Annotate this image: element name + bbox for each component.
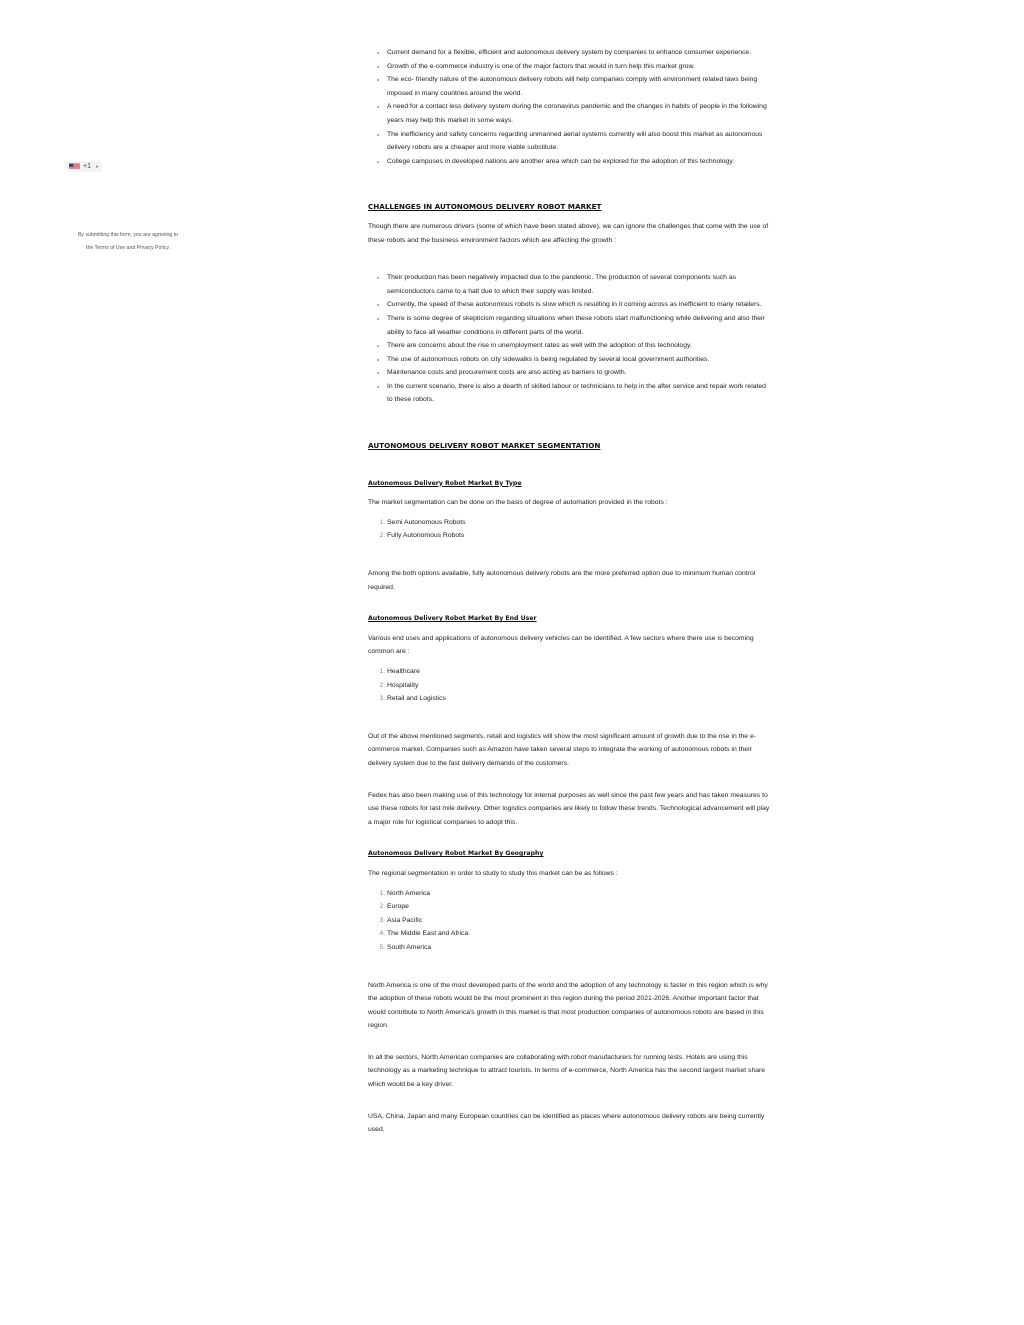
by-end-user-paragraph-2: Fedex has also been making use of this technology for internal purposes as well since the past few years and has taken measures to use these robots for last mile delivery. Other logistics companies are likely to follow these trends. Technological advancement will play a major role for logistical companies to adopt this. [368, 791, 770, 826]
list-item: • Current demand for a flexible, efficient and autonomous delivery system by companies to enhance consumer experience. [387, 46, 770, 60]
by-type-intro: The market segmentation can be done on the basis of degree of automation provided in the robots : [368, 499, 668, 507]
by-geography-heading: Autonomous Delivery Robot Market By Geography [368, 850, 544, 858]
list-item: 4. The Middle East and Africa [387, 927, 770, 941]
list-item: • There are concerns about the rise in unemployment rates as well with the adoption of this technology. [387, 339, 770, 353]
list-item: 2. Hospitality [387, 679, 770, 693]
by-type-heading: Autonomous Delivery Robot Market By Type [368, 479, 522, 487]
list-item: • Their production has been negatively impacted due to the pandemic. The production of several components such as semiconductors came to a halt due to which their supply was limited. [387, 271, 770, 298]
list-item: 1. Healthcare [387, 665, 770, 679]
list-item: 1. Semi Autonomous Robots [387, 516, 770, 530]
geography-list [368, 887, 770, 955]
list-item: • The eco- friendly nature of the autonomous delivery robots will help companies comply with environment related laws being imposed in many countries around the world. [387, 73, 770, 100]
phone-country-code: +1 [83, 163, 91, 170]
list-item: 5. South America [387, 941, 770, 955]
article-body [368, 46, 770, 1137]
challenges-list [368, 271, 770, 407]
by-geography-paragraph-2: In all the sectors, North American companies are collaborating with robot manufacturers for running tests. Hotels are using this technology as a marketing technique to attract tourists. In terms of e-commerce, North America has the second largest market share which would be a key driver. [368, 1053, 766, 1089]
list-item: • In the current scenario, there is also a dearth of skilled labour or technicians to help in the after service and repair work related to these robots. [387, 380, 770, 407]
us-flag-icon [69, 163, 80, 170]
type-list [368, 516, 770, 543]
segmentation-heading: AUTONOMOUS DELIVERY ROBOT MARKET SEGMENTATION [368, 441, 601, 451]
by-geography-paragraph-3: USA, China, Japan and many European countries can be identified as places where autonomous delivery robots are being currently used. [368, 1112, 765, 1134]
by-geography-intro: The regional segmentation in order to study to study this market can be as follows : [368, 869, 618, 877]
drivers-list [368, 46, 770, 168]
list-item: 3. Retail and Logistics [387, 692, 770, 706]
by-type-summary: Among the both options available, fully autonomous delivery robots are the more preferred option due to minimum human control required. [368, 570, 756, 591]
list-item: • The use of autonomous robots on city sidewalks is being regulated by several local government authorities. [387, 353, 770, 367]
list-item: 2. Europe [387, 900, 770, 914]
by-end-user-heading: Autonomous Delivery Robot Market By End User [368, 615, 537, 623]
list-item: 3. Asia Pacific [387, 914, 770, 928]
challenges-heading: CHALLENGES IN AUTONOMOUS DELIVERY ROBOT MARKET [368, 202, 602, 212]
list-item: • College campuses in developed nations are another area which can be explored for the adoption of this technology. [387, 155, 770, 169]
by-geography-paragraph-1: North America is one of the most developed parts of the world and the adoption of any technology is faster in this region which is why the adoption of these robots would be the most prominent in this region during the period 2021-2026. Another important factor that would contribute to North America's growth in this market is that most production companies of autonomous robots are based in this region. [368, 981, 768, 1030]
list-item: • Maintenance costs and procurement costs are also acting as barriers to growth. [387, 366, 770, 380]
phone-country-selector[interactable] [66, 161, 102, 172]
list-item: 1. North America [387, 887, 770, 901]
list-item: • A need for a contact less delivery system during the coronavirus pandemic and the changes in habits of people in the following years may help this market in some ways. [387, 100, 770, 127]
chevron-down-icon: ▼ [94, 164, 99, 169]
by-end-user-paragraph-1: Out of the above mentioned segments, retail and logistics will show the most significant amount of growth due to the rise in the e-commerce market. Companies such as Amazon have taken several steps to integrate the working of autonomous robots in their delivery system due to the fast delivery demands of the customers. [368, 732, 757, 767]
list-item: • Currently, the speed of these autonomous robots is slow which is resulting in it coming across as inefficient to many retailers. [387, 298, 770, 312]
list-item: • There is some degree of skepticism regarding situations when these robots start malfunctioning while delivering and also their ability to face all weather conditions in different parts of the world. [387, 312, 770, 339]
terms-text-line-2: the Terms of Use and Privacy Policy. [86, 245, 170, 251]
list-item: 2. Fully Autonomous Robots [387, 529, 770, 543]
form-terms-notice [68, 229, 188, 255]
challenges-intro: Though there are numerous drivers (some of which have been stated above), we can ignore the challenges that come with the use of these robots and the business environment factors which are affecting the growth : [368, 222, 769, 244]
by-end-user-intro: Various end uses and applications of autonomous delivery vehicles can be identified. A few sectors where there use is becoming common are : [368, 634, 754, 656]
end-user-list [368, 665, 770, 706]
terms-text-line-1: By submitting this form, you are agreeing to [77, 232, 179, 238]
list-item: • Growth of the e-commerce industry is one of the major factors that would in turn help this market grow. [387, 60, 770, 74]
list-item: • The inefficiency and safety concerns regarding unmanned aerial systems currently will also boost this market as autonomous delivery robots are a cheaper and more viable substitute. [387, 128, 770, 155]
